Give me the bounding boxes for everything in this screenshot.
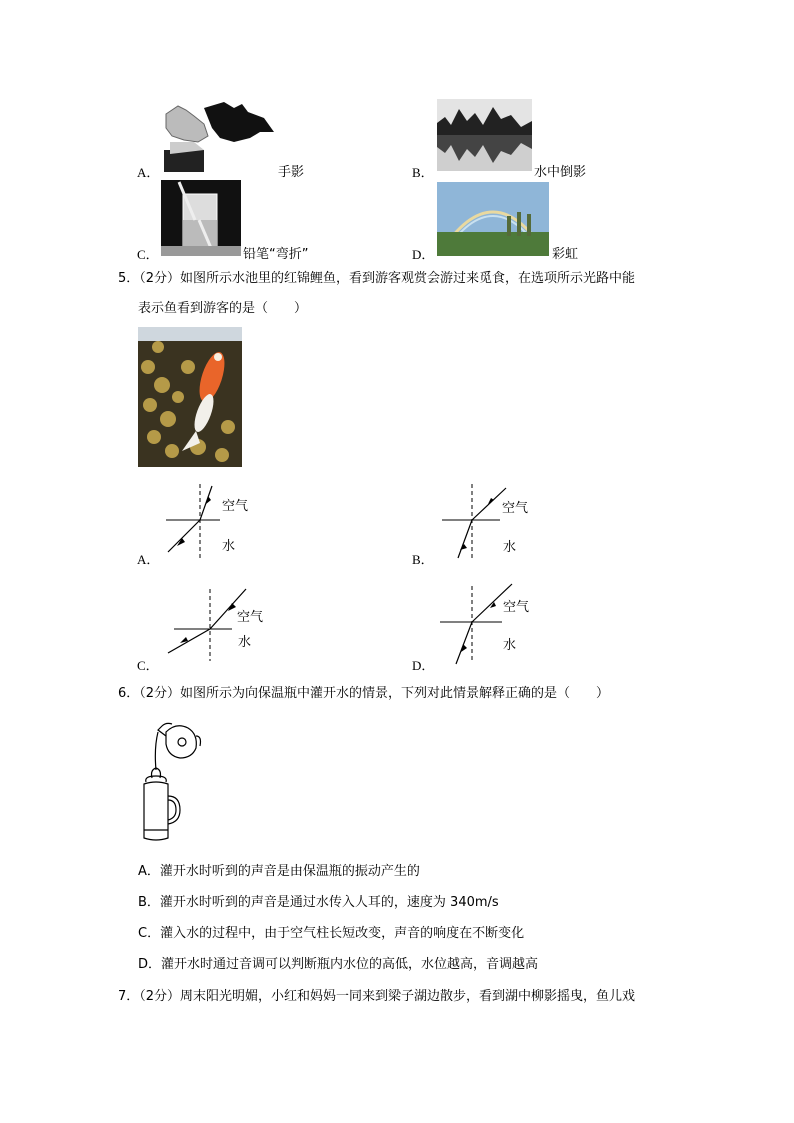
rainbow-image	[437, 182, 549, 256]
thermos-kettle-image	[136, 718, 206, 846]
q6-option-a: A．灌开水时听到的声音是由保温瓶的振动产生的	[138, 864, 420, 879]
q4-option-d-caption: 彩虹	[552, 247, 579, 262]
q4-option-d-letter: D．	[412, 247, 435, 262]
q5-stem-line1: 5．（2分）如图所示水池里的红锦鲤鱼，看到游客观赏会游过来觅食，在选项所示光路中能	[118, 271, 636, 286]
q4-option-a-caption: 手影	[278, 165, 305, 180]
q5-option-b-letter: B．	[412, 552, 434, 567]
bent-pencil-image	[161, 180, 241, 256]
q6-option-d: D．灌开水时通过音调可以判断瓶内水位的高低，水位越高，音调越高	[138, 957, 539, 972]
q4-option-b-letter: B．	[412, 165, 434, 180]
q5-b-water-label: 水	[503, 540, 517, 555]
water-reflection-image	[437, 99, 532, 171]
q4-option-a-letter: A．	[137, 165, 160, 180]
q6-option-c: C．灌入水的过程中，由于空气柱长短改变，声音的响度在不断变化	[138, 926, 525, 941]
q5-option-c-letter: C．	[137, 658, 159, 673]
q5-stem-line2: 表示鱼看到游客的是（ ）	[138, 301, 308, 316]
q6-stem: 6．（2分）如图所示为向保温瓶中灌开水的情景，下列对此情景解释正确的是（ ）	[118, 686, 610, 701]
q5-c-air-label: 空气	[237, 610, 264, 625]
q5-option-a-letter: A．	[137, 552, 160, 567]
q5-d-water-label: 水	[503, 638, 517, 653]
q5-c-water-label: 水	[238, 635, 252, 650]
q5-a-air-label: 空气	[222, 499, 249, 514]
q5-b-air-label: 空气	[502, 501, 529, 516]
q7-stem: 7．（2分）周末阳光明媚，小红和妈妈一同来到梁子湖边散步，看到湖中柳影摇曳，鱼儿戏	[118, 989, 636, 1004]
q5-option-d-letter: D．	[412, 658, 435, 673]
q4-option-c-caption: 铅笔“弯折”	[243, 247, 309, 262]
hand-shadow-image	[164, 98, 276, 172]
q5-a-water-label: 水	[222, 539, 236, 554]
q4-option-b-caption: 水中倒影	[534, 165, 587, 180]
koi-fish-image	[138, 327, 242, 467]
q5-d-air-label: 空气	[503, 600, 530, 615]
q4-option-c-letter: C．	[137, 247, 159, 262]
q6-option-b: B．灌开水时听到的声音是通过水传入人耳的，速度为 340m/s	[138, 895, 499, 910]
